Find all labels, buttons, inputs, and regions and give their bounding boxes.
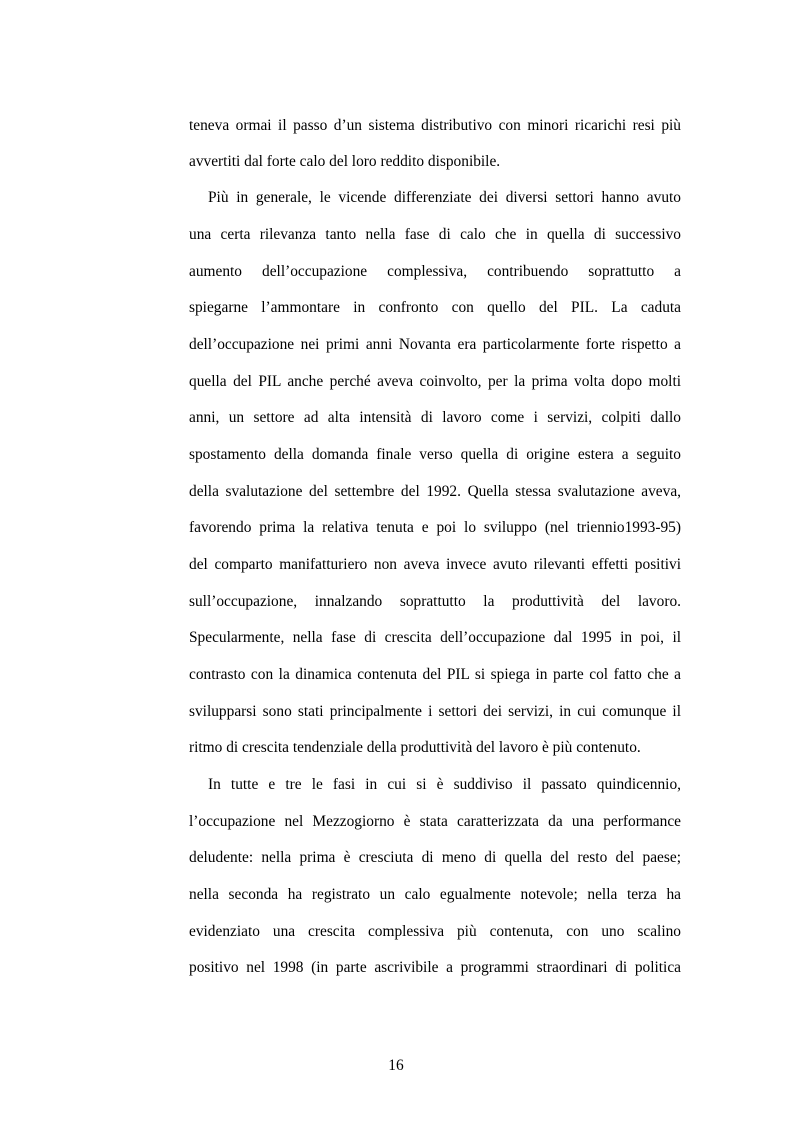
text-line: aumento dell’occupazione complessiva, contribuendo soprattutto a — [189, 263, 681, 280]
text-line: spostamento della domanda finale verso quella di origine estera a seguito — [189, 446, 681, 463]
text-line: una certa rilevanza tanto nella fase di calo che in quella di successivo — [189, 226, 681, 243]
text-line: l’occupazione nel Mezzogiorno è stata caratterizzata da una performance — [189, 813, 681, 830]
text-line: avvertiti dal forte calo del loro reddito disponibile. — [189, 153, 501, 170]
text-line: spiegarne l’ammontare in confronto con quello del PIL. La caduta — [189, 299, 681, 316]
text-line: ritmo di crescita tendenziale della produttività del lavoro è più contenuto. — [189, 739, 641, 756]
text-line: anni, un settore ad alta intensità di lavoro come i servizi, colpiti dallo — [189, 409, 681, 426]
text-line: Specularmente, nella fase di crescita dell’occupazione dal 1995 in poi, il — [189, 629, 681, 646]
text-line: In tutte e tre le fasi in cui si è suddiviso il passato quindicennio, — [208, 776, 681, 793]
text-line: contrasto con la dinamica contenuta del PIL si spiega in parte col fatto che a — [189, 666, 681, 683]
text-line: Più in generale, le vicende differenziate dei diversi settori hanno avuto — [208, 189, 681, 206]
text-line: svilupparsi sono stati principalmente i settori dei servizi, in cui comunque il — [189, 703, 681, 720]
text-line: teneva ormai il passo d’un sistema distributivo con minori ricarichi resi più — [189, 117, 681, 134]
text-line: sull’occupazione, innalzando soprattutto la produttività del lavoro. — [189, 593, 681, 610]
text-line: deludente: nella prima è cresciuta di meno di quella del resto del paese; — [189, 849, 681, 866]
page-number: 16 — [388, 1057, 404, 1074]
text-line: quella del PIL anche perché aveva coinvolto, per la prima volta dopo molti — [189, 373, 681, 390]
text-line: dell’occupazione nei primi anni Novanta era particolarmente forte rispetto a — [189, 336, 681, 353]
text-line: nella seconda ha registrato un calo egualmente notevole; nella terza ha — [189, 886, 681, 903]
text-line: favorendo prima la relativa tenuta e poi lo sviluppo (nel triennio1993-95) — [189, 519, 681, 536]
text-line: della svalutazione del settembre del 1992. Quella stessa svalutazione aveva, — [189, 483, 681, 500]
text-line: positivo nel 1998 (in parte ascrivibile a programmi straordinari di politica — [189, 959, 681, 976]
text-line: evidenziato una crescita complessiva più contenuta, con uno scalino — [189, 923, 681, 940]
text-line: del comparto manifatturiero non aveva invece avuto rilevanti effetti positivi — [189, 556, 681, 573]
